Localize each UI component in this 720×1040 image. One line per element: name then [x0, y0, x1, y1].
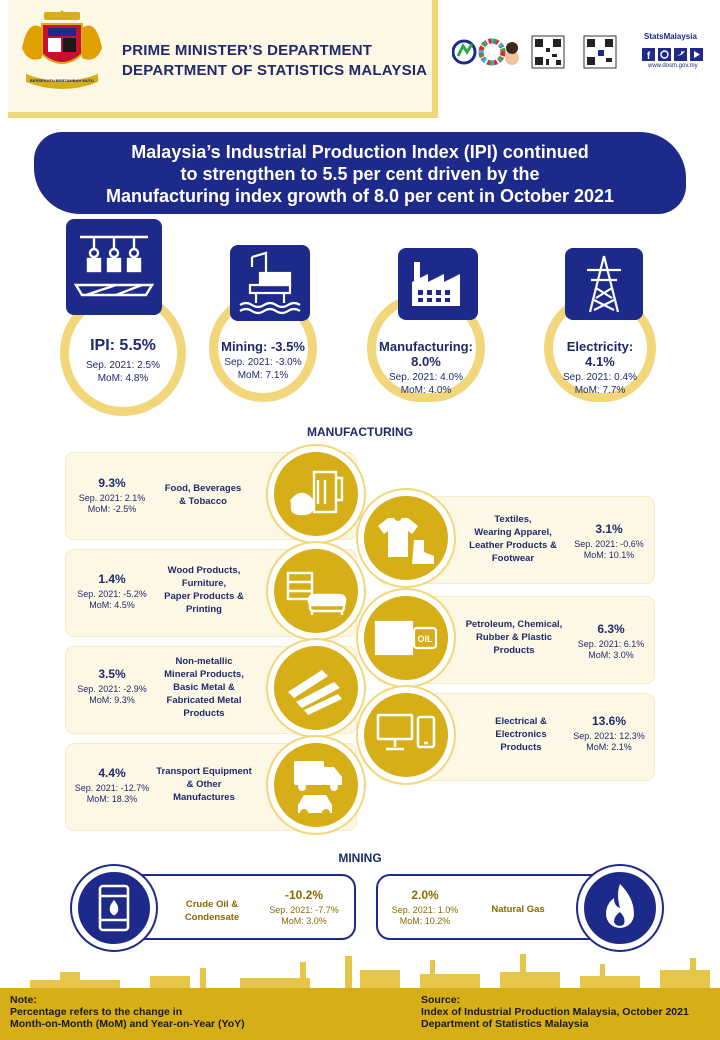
- food-name-1: Food, Beverages: [164, 483, 242, 494]
- crude-name-1: Crude Oil &: [185, 899, 239, 910]
- ipi-label: IPI: 5.5%: [90, 337, 156, 354]
- qr-code-icon: [584, 36, 616, 68]
- textiles-mom: MoM: 10.1%: [583, 550, 635, 560]
- footer-note: [10, 994, 245, 1030]
- electrical-name-2: Electronics: [495, 729, 547, 740]
- oil-label: OIL: [417, 634, 433, 644]
- wood-name-1: Wood Products,: [167, 565, 241, 576]
- food-value: 9.3%: [98, 476, 126, 490]
- textiles-name-4: Footwear: [491, 553, 535, 564]
- food-category: [156, 482, 250, 508]
- electricity-mom: MoM: 7.7%: [574, 385, 626, 396]
- industrial-skyline: [0, 950, 720, 990]
- textiles-name-3: Leather Products &: [469, 540, 557, 551]
- petroleum-mom: MoM: 3.0%: [588, 650, 634, 660]
- statistics-logo-icon: [453, 41, 475, 63]
- sdg-wheel-icon: [481, 41, 503, 63]
- wood-name-4: Printing: [186, 604, 222, 615]
- manufacturing-mom: MoM: 4.0%: [400, 385, 452, 396]
- wood-name-3: Paper Products &: [164, 591, 244, 602]
- metal-name-2: Mineral Products,: [164, 669, 244, 680]
- wood-sep: Sep. 2021: -5.2%: [77, 589, 147, 599]
- gas-category: Natural Gas: [491, 904, 545, 915]
- food-mom: MoM: -2.5%: [87, 504, 137, 514]
- factory-robot-icon: [66, 219, 162, 315]
- monitor-phone-icon: [358, 687, 454, 783]
- electrical-category: [476, 715, 566, 754]
- oil-barrel-icon: [72, 866, 156, 950]
- electrical-name-3: Products: [500, 742, 542, 753]
- wood-value: 1.4%: [98, 572, 126, 586]
- petroleum-sep: Sep. 2021: 6.1%: [577, 639, 645, 649]
- metal-sep: Sep. 2021: -2.9%: [77, 684, 147, 694]
- org-line-2: DEPARTMENT OF STATISTICS MALAYSIA: [122, 62, 428, 79]
- mining-mom: MoM: 7.1%: [237, 370, 289, 381]
- electrical-stats: [566, 714, 652, 753]
- wood-mom: MoM: 4.5%: [89, 600, 135, 610]
- food-stats: [74, 476, 150, 515]
- manufacturing-label: Manufacturing: 8.0%: [379, 339, 473, 369]
- textiles-name-1: Textiles,: [494, 514, 532, 525]
- qr-code-icon: [532, 36, 564, 68]
- furniture-icon: [268, 543, 364, 639]
- transport-stats: [68, 766, 156, 805]
- source-line-1: Index of Industrial Production Malaysia, October 2021: [421, 1006, 689, 1018]
- metal-name-4: Fabricated Metal: [166, 695, 242, 706]
- mining-label: Mining: -3.5%: [221, 339, 305, 354]
- transport-mom: MoM: 18.3%: [86, 794, 138, 804]
- metal-name-1: Non-metallic: [175, 656, 233, 667]
- ipi-sep: Sep. 2021: 2.5%: [86, 360, 160, 371]
- crude-stats: [258, 888, 350, 927]
- crude-mom: MoM: 3.0%: [281, 916, 327, 926]
- mining-sep: Sep. 2021: -3.0%: [224, 357, 302, 368]
- org-line-1: PRIME MINISTER’S DEPARTMENT: [122, 42, 373, 59]
- crude-category: [172, 898, 252, 924]
- electricity-label: Electricity: 4.1%: [566, 339, 634, 369]
- note-title: Note:: [10, 994, 37, 1006]
- title-banner: [34, 132, 686, 214]
- note-line-1: Percentage refers to the change in: [10, 1006, 183, 1018]
- transport-name-3: Manufactures: [173, 792, 235, 803]
- manufacturing-sep: Sep. 2021: 4.0%: [389, 372, 463, 383]
- electricity-sep: Sep. 2021: 0.4%: [563, 372, 637, 383]
- food-beverage-icon: [268, 446, 364, 542]
- title-line-3: Manufacturing index growth of 8.0 per cent in October 2021: [105, 186, 615, 206]
- textiles-stats: [566, 522, 652, 561]
- petroleum-name-3: Products: [493, 645, 535, 656]
- wood-name-2: Furniture,: [181, 578, 227, 589]
- petroleum-stats: [570, 622, 652, 661]
- transport-category: [150, 765, 258, 804]
- electrical-mom: MoM: 2.1%: [586, 742, 632, 752]
- footer-source: [421, 994, 689, 1030]
- oil-drum-icon: [358, 590, 454, 686]
- petroleum-value: 6.3%: [597, 622, 625, 636]
- petroleum-name-2: Rubber & Plastic: [475, 632, 553, 643]
- brand-name: StatsMalaysia: [644, 32, 697, 41]
- electrical-sep: Sep. 2021: 12.3%: [573, 731, 645, 741]
- transport-value: 4.4%: [98, 766, 126, 780]
- crude-sep: Sep. 2021: -7.7%: [269, 905, 339, 915]
- metal-stats: [74, 667, 150, 706]
- shirt-boot-icon: [358, 490, 454, 586]
- textiles-name-2: Wearing Apparel,: [474, 527, 552, 538]
- ipi-mom: MoM: 4.8%: [97, 373, 149, 384]
- transport-sep: Sep. 2021: -12.7%: [74, 783, 150, 793]
- source-title: Source:: [421, 994, 461, 1006]
- transport-name-2: & Other: [186, 779, 222, 790]
- wood-category: [156, 564, 252, 616]
- power-tower-icon: [565, 248, 643, 320]
- note-line-2: Month-on-Month (MoM) and Year-on-Year (YoY): [10, 1018, 245, 1030]
- metal-mom: MoM: 9.3%: [89, 695, 135, 705]
- gas-sep: Sep. 2021: 1.0%: [391, 905, 459, 915]
- textiles-value: 3.1%: [595, 522, 623, 536]
- crude-name-2: Condensate: [184, 912, 240, 923]
- electrical-name-1: Electrical &: [495, 716, 547, 727]
- wood-stats: [74, 572, 150, 611]
- social-icons: [642, 48, 703, 62]
- petroleum-category: [455, 618, 573, 657]
- title-line-2: to strengthen to 5.5 per cent driven by the: [180, 164, 540, 184]
- oil-rig-icon: [230, 245, 310, 321]
- svg-text:f: f: [646, 51, 651, 62]
- metal-category: [156, 655, 252, 720]
- gas-mom: MoM: 10.2%: [399, 916, 451, 926]
- gas-flame-icon: [578, 866, 662, 950]
- steel-beam-icon: [268, 640, 364, 736]
- metal-name-5: Products: [183, 708, 225, 719]
- crude-value: -10.2%: [284, 888, 324, 902]
- title-line-1: Malaysia’s Industrial Production Index (IPI) continued: [131, 142, 589, 162]
- textiles-sep: Sep. 2021: -0.6%: [574, 539, 644, 549]
- metal-name-3: Basic Metal &: [173, 682, 235, 693]
- mining-section-title: MINING: [338, 851, 382, 865]
- crest-motto: BERSEKUTU BERTAMBAH MUTU: [29, 78, 95, 83]
- source-line-2: Department of Statistics Malaysia: [421, 1018, 589, 1030]
- food-sep: Sep. 2021: 2.1%: [78, 493, 146, 503]
- petroleum-name-1: Petroleum, Chemical,: [465, 619, 563, 630]
- electrical-value: 13.6%: [591, 714, 627, 728]
- manufacturing-section-title: MANUFACTURING: [307, 425, 413, 439]
- truck-car-icon: [268, 737, 364, 833]
- website-text: www.dosm.gov.my: [648, 63, 698, 69]
- gas-stats: [380, 888, 470, 927]
- transport-name-1: Transport Equipment: [156, 766, 252, 777]
- textiles-category: [458, 513, 568, 565]
- factory-icon: [398, 248, 478, 320]
- mascot-icon: [505, 42, 519, 65]
- gas-value: 2.0%: [411, 888, 439, 902]
- food-name-2: & Tobacco: [179, 496, 227, 507]
- metal-value: 3.5%: [98, 667, 126, 681]
